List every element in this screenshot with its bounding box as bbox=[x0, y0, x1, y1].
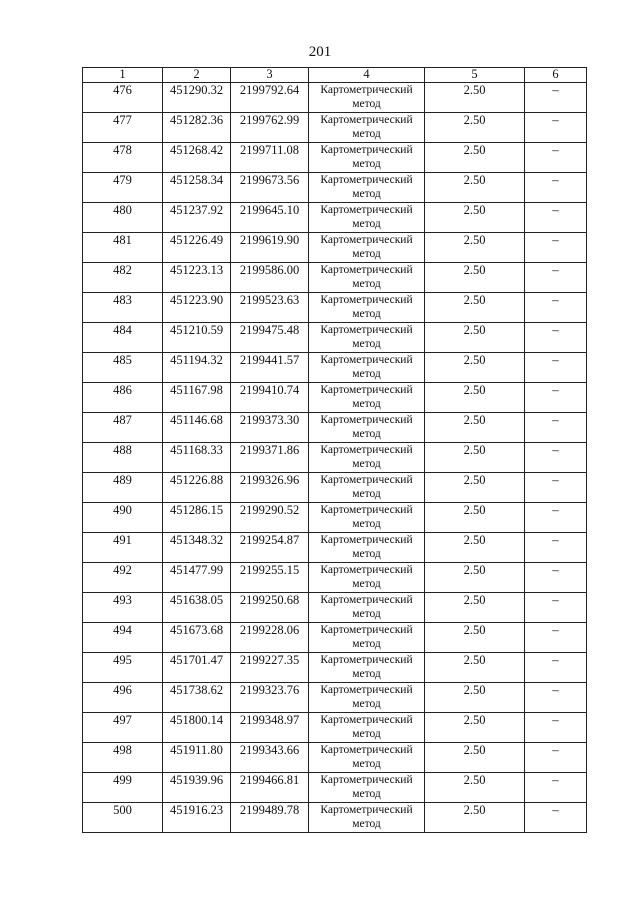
y-coordinate-cell: 2199711.08 bbox=[231, 143, 309, 173]
x-coordinate-cell: 451167.98 bbox=[163, 383, 231, 413]
note-cell: – bbox=[525, 533, 587, 563]
note-cell: – bbox=[525, 83, 587, 113]
point-number-cell: 493 bbox=[83, 593, 163, 623]
method-cell: Картометрический метод bbox=[309, 263, 425, 293]
method-cell: Картометрический метод bbox=[309, 413, 425, 443]
accuracy-cell: 2.50 bbox=[425, 263, 525, 293]
table-row bbox=[83, 473, 587, 503]
column-header: 6 bbox=[525, 68, 587, 83]
note-cell: – bbox=[525, 803, 587, 833]
y-coordinate-cell: 2199673.56 bbox=[231, 173, 309, 203]
x-coordinate-cell: 451226.49 bbox=[163, 233, 231, 263]
x-coordinate-cell: 451258.34 bbox=[163, 173, 231, 203]
accuracy-cell: 2.50 bbox=[425, 323, 525, 353]
x-coordinate-cell: 451738.62 bbox=[163, 683, 231, 713]
method-cell: Картометрический метод bbox=[309, 173, 425, 203]
accuracy-cell: 2.50 bbox=[425, 293, 525, 323]
point-number-cell: 486 bbox=[83, 383, 163, 413]
y-coordinate-cell: 2199227.35 bbox=[231, 653, 309, 683]
point-number-cell: 484 bbox=[83, 323, 163, 353]
method-cell: Картометрический метод bbox=[309, 383, 425, 413]
note-cell: – bbox=[525, 143, 587, 173]
method-cell: Картометрический метод bbox=[309, 353, 425, 383]
method-cell: Картометрический метод bbox=[309, 293, 425, 323]
accuracy-cell: 2.50 bbox=[425, 353, 525, 383]
accuracy-cell: 2.50 bbox=[425, 413, 525, 443]
method-cell: Картометрический метод bbox=[309, 533, 425, 563]
accuracy-cell: 2.50 bbox=[425, 533, 525, 563]
y-coordinate-cell: 2199373.30 bbox=[231, 413, 309, 443]
note-cell: – bbox=[525, 503, 587, 533]
note-cell: – bbox=[525, 413, 587, 443]
y-coordinate-cell: 2199326.96 bbox=[231, 473, 309, 503]
table-row bbox=[83, 713, 587, 743]
x-coordinate-cell: 451223.90 bbox=[163, 293, 231, 323]
x-coordinate-cell: 451701.47 bbox=[163, 653, 231, 683]
table-row bbox=[83, 173, 587, 203]
method-cell: Картометрический метод bbox=[309, 713, 425, 743]
point-number-cell: 487 bbox=[83, 413, 163, 443]
point-number-cell: 492 bbox=[83, 563, 163, 593]
note-cell: – bbox=[525, 383, 587, 413]
coordinates-table bbox=[82, 67, 587, 833]
table-row bbox=[83, 683, 587, 713]
y-coordinate-cell: 2199792.64 bbox=[231, 83, 309, 113]
column-header: 3 bbox=[231, 68, 309, 83]
note-cell: – bbox=[525, 443, 587, 473]
method-cell: Картометрический метод bbox=[309, 473, 425, 503]
table-row bbox=[83, 83, 587, 113]
note-cell: – bbox=[525, 293, 587, 323]
y-coordinate-cell: 2199410.74 bbox=[231, 383, 309, 413]
accuracy-cell: 2.50 bbox=[425, 743, 525, 773]
x-coordinate-cell: 451477.99 bbox=[163, 563, 231, 593]
table-row bbox=[83, 653, 587, 683]
table-row bbox=[83, 743, 587, 773]
x-coordinate-cell: 451268.42 bbox=[163, 143, 231, 173]
y-coordinate-cell: 2199323.76 bbox=[231, 683, 309, 713]
table-row bbox=[83, 503, 587, 533]
accuracy-cell: 2.50 bbox=[425, 383, 525, 413]
page-number: 201 bbox=[308, 44, 332, 60]
x-coordinate-cell: 451911.80 bbox=[163, 743, 231, 773]
method-cell: Картометрический метод bbox=[309, 563, 425, 593]
note-cell: – bbox=[525, 683, 587, 713]
method-cell: Картометрический метод bbox=[309, 773, 425, 803]
y-coordinate-cell: 2199645.10 bbox=[231, 203, 309, 233]
accuracy-cell: 2.50 bbox=[425, 563, 525, 593]
table-row bbox=[83, 353, 587, 383]
x-coordinate-cell: 451282.36 bbox=[163, 113, 231, 143]
accuracy-cell: 2.50 bbox=[425, 83, 525, 113]
accuracy-cell: 2.50 bbox=[425, 173, 525, 203]
table-row bbox=[83, 533, 587, 563]
point-number-cell: 494 bbox=[83, 623, 163, 653]
table-row bbox=[83, 773, 587, 803]
column-header: 4 bbox=[309, 68, 425, 83]
table-row bbox=[83, 623, 587, 653]
method-cell: Картометрический метод bbox=[309, 743, 425, 773]
point-number-cell: 479 bbox=[83, 173, 163, 203]
table-row bbox=[83, 383, 587, 413]
table-row bbox=[83, 203, 587, 233]
note-cell: – bbox=[525, 203, 587, 233]
y-coordinate-cell: 2199619.90 bbox=[231, 233, 309, 263]
y-coordinate-cell: 2199348.97 bbox=[231, 713, 309, 743]
column-header: 1 bbox=[83, 68, 163, 83]
point-number-cell: 482 bbox=[83, 263, 163, 293]
x-coordinate-cell: 451286.15 bbox=[163, 503, 231, 533]
table-row bbox=[83, 293, 587, 323]
y-coordinate-cell: 2199441.57 bbox=[231, 353, 309, 383]
note-cell: – bbox=[525, 263, 587, 293]
accuracy-cell: 2.50 bbox=[425, 503, 525, 533]
point-number-cell: 477 bbox=[83, 113, 163, 143]
y-coordinate-cell: 2199466.81 bbox=[231, 773, 309, 803]
table-row bbox=[83, 593, 587, 623]
x-coordinate-cell: 451226.88 bbox=[163, 473, 231, 503]
x-coordinate-cell: 451210.59 bbox=[163, 323, 231, 353]
accuracy-cell: 2.50 bbox=[425, 683, 525, 713]
method-cell: Картометрический метод bbox=[309, 653, 425, 683]
method-cell: Картометрический метод bbox=[309, 113, 425, 143]
note-cell: – bbox=[525, 713, 587, 743]
y-coordinate-cell: 2199586.00 bbox=[231, 263, 309, 293]
point-number-cell: 485 bbox=[83, 353, 163, 383]
y-coordinate-cell: 2199290.52 bbox=[231, 503, 309, 533]
note-cell: – bbox=[525, 113, 587, 143]
note-cell: – bbox=[525, 473, 587, 503]
point-number-cell: 500 bbox=[83, 803, 163, 833]
point-number-cell: 481 bbox=[83, 233, 163, 263]
method-cell: Картометрический метод bbox=[309, 233, 425, 263]
table-row bbox=[83, 443, 587, 473]
point-number-cell: 478 bbox=[83, 143, 163, 173]
point-number-cell: 488 bbox=[83, 443, 163, 473]
point-number-cell: 480 bbox=[83, 203, 163, 233]
table-row bbox=[83, 563, 587, 593]
note-cell: – bbox=[525, 593, 587, 623]
x-coordinate-cell: 451939.96 bbox=[163, 773, 231, 803]
y-coordinate-cell: 2199475.48 bbox=[231, 323, 309, 353]
accuracy-cell: 2.50 bbox=[425, 653, 525, 683]
y-coordinate-cell: 2199228.06 bbox=[231, 623, 309, 653]
point-number-cell: 497 bbox=[83, 713, 163, 743]
y-coordinate-cell: 2199254.87 bbox=[231, 533, 309, 563]
accuracy-cell: 2.50 bbox=[425, 143, 525, 173]
point-number-cell: 489 bbox=[83, 473, 163, 503]
accuracy-cell: 2.50 bbox=[425, 113, 525, 143]
method-cell: Картометрический метод bbox=[309, 503, 425, 533]
note-cell: – bbox=[525, 323, 587, 353]
accuracy-cell: 2.50 bbox=[425, 593, 525, 623]
x-coordinate-cell: 451348.32 bbox=[163, 533, 231, 563]
column-header: 2 bbox=[163, 68, 231, 83]
x-coordinate-cell: 451146.68 bbox=[163, 413, 231, 443]
point-number-cell: 496 bbox=[83, 683, 163, 713]
method-cell: Картометрический метод bbox=[309, 803, 425, 833]
table-row bbox=[83, 413, 587, 443]
table-row bbox=[83, 233, 587, 263]
table-header-row bbox=[83, 68, 587, 83]
note-cell: – bbox=[525, 743, 587, 773]
accuracy-cell: 2.50 bbox=[425, 803, 525, 833]
y-coordinate-cell: 2199255.15 bbox=[231, 563, 309, 593]
point-number-cell: 491 bbox=[83, 533, 163, 563]
method-cell: Картометрический метод bbox=[309, 323, 425, 353]
x-coordinate-cell: 451194.32 bbox=[163, 353, 231, 383]
table-row bbox=[83, 803, 587, 833]
point-number-cell: 490 bbox=[83, 503, 163, 533]
note-cell: – bbox=[525, 563, 587, 593]
accuracy-cell: 2.50 bbox=[425, 773, 525, 803]
method-cell: Картометрический метод bbox=[309, 683, 425, 713]
y-coordinate-cell: 2199250.68 bbox=[231, 593, 309, 623]
note-cell: – bbox=[525, 353, 587, 383]
note-cell: – bbox=[525, 623, 587, 653]
note-cell: – bbox=[525, 653, 587, 683]
point-number-cell: 483 bbox=[83, 293, 163, 323]
table-row bbox=[83, 323, 587, 353]
note-cell: – bbox=[525, 233, 587, 263]
x-coordinate-cell: 451290.32 bbox=[163, 83, 231, 113]
table-row bbox=[83, 263, 587, 293]
method-cell: Картометрический метод bbox=[309, 623, 425, 653]
y-coordinate-cell: 2199343.66 bbox=[231, 743, 309, 773]
point-number-cell: 498 bbox=[83, 743, 163, 773]
accuracy-cell: 2.50 bbox=[425, 203, 525, 233]
y-coordinate-cell: 2199489.78 bbox=[231, 803, 309, 833]
column-header: 5 bbox=[425, 68, 525, 83]
method-cell: Картометрический метод bbox=[309, 143, 425, 173]
table-row bbox=[83, 143, 587, 173]
x-coordinate-cell: 451237.92 bbox=[163, 203, 231, 233]
table-row bbox=[83, 113, 587, 143]
x-coordinate-cell: 451168.33 bbox=[163, 443, 231, 473]
y-coordinate-cell: 2199762.99 bbox=[231, 113, 309, 143]
table-body bbox=[83, 83, 587, 833]
note-cell: – bbox=[525, 173, 587, 203]
point-number-cell: 495 bbox=[83, 653, 163, 683]
method-cell: Картометрический метод bbox=[309, 203, 425, 233]
x-coordinate-cell: 451800.14 bbox=[163, 713, 231, 743]
y-coordinate-cell: 2199523.63 bbox=[231, 293, 309, 323]
method-cell: Картометрический метод bbox=[309, 443, 425, 473]
x-coordinate-cell: 451916.23 bbox=[163, 803, 231, 833]
method-cell: Картометрический метод bbox=[309, 593, 425, 623]
note-cell: – bbox=[525, 773, 587, 803]
x-coordinate-cell: 451638.05 bbox=[163, 593, 231, 623]
accuracy-cell: 2.50 bbox=[425, 233, 525, 263]
point-number-cell: 499 bbox=[83, 773, 163, 803]
accuracy-cell: 2.50 bbox=[425, 443, 525, 473]
accuracy-cell: 2.50 bbox=[425, 713, 525, 743]
accuracy-cell: 2.50 bbox=[425, 473, 525, 503]
x-coordinate-cell: 451223.13 bbox=[163, 263, 231, 293]
y-coordinate-cell: 2199371.86 bbox=[231, 443, 309, 473]
accuracy-cell: 2.50 bbox=[425, 623, 525, 653]
method-cell: Картометрический метод bbox=[309, 83, 425, 113]
x-coordinate-cell: 451673.68 bbox=[163, 623, 231, 653]
point-number-cell: 476 bbox=[83, 83, 163, 113]
